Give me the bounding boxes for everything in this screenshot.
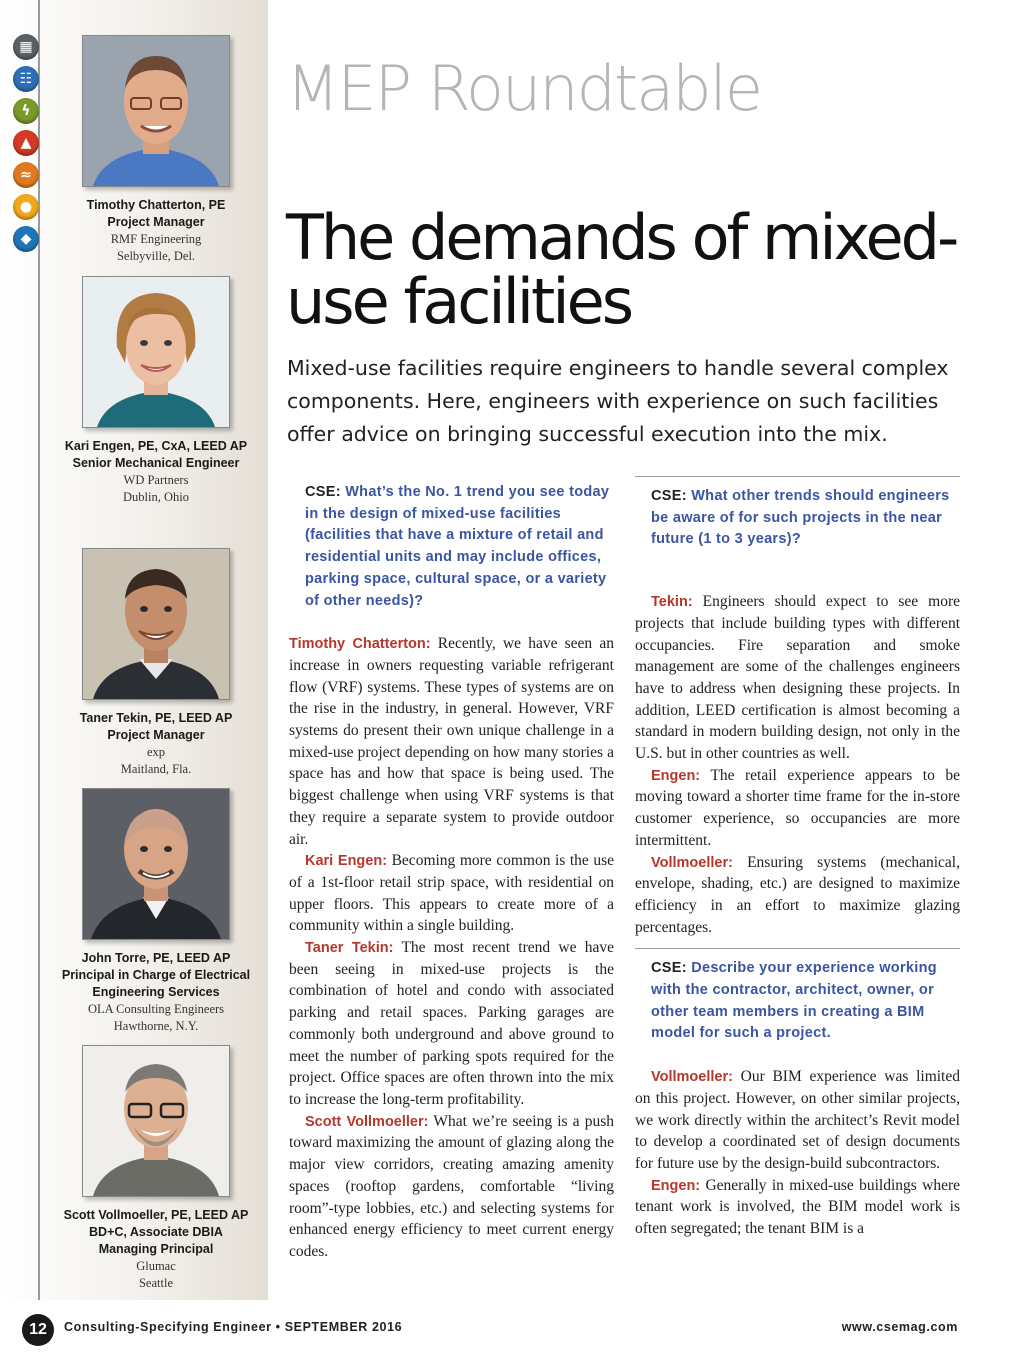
answer-text: Generally in mixed-use buildings where tenant work is involved, the BIM model work is often segregated; the tenant BIM is a — [635, 1176, 960, 1238]
panelist-photo — [82, 35, 230, 187]
question — [635, 958, 960, 1045]
answer-text: The most recent trend we have been seeing in mixed-use projects is the combination of hotel and condo with associated parking and retail spaces. Parking garages are commonly both underground and above ground to meet the number of parking spots required for the project. Office spaces are often thrown into the mix to increase the long-term profitability. — [289, 939, 615, 1108]
panelist-name: John Torre, PE, LEED AP — [81, 951, 231, 965]
answer-text: Recently, we have seen an increase in owners requesting variable refrigerant flow (VRF) systems. These types of systems are on the rise in the industry, in general. However, VRF systems do present their own unique challenge in a mixed-use project depending on how many stories a space has and how that space is being used. The biggest challenge when using VRF systems is that they require a separate system to provide outdoor air. — [289, 635, 614, 848]
website-link[interactable]: www.csemag.com — [841, 1320, 958, 1334]
plumbing-icon: ◆ — [13, 226, 39, 252]
speaker-name: Vollmoeller: — [651, 1069, 733, 1086]
question-divider — [635, 948, 960, 949]
panelist-title: Project Manager — [107, 215, 205, 229]
answer-paragraph — [635, 591, 960, 765]
answer-text: Engineers should expect to see more projects that include building types with different occupancies. Fire separation and smoke management are some of the challenges engineers have to address when designing these projects. In addition, LEED certification is almost becoming a standard in modern building design, not only in the U.S. but in other countries as well. — [635, 593, 960, 763]
question-prefix: CSE: — [651, 488, 687, 504]
speaker-name: Scott Vollmoeller: — [305, 1113, 429, 1130]
question-text: What’s the No. 1 trend you see today in the design of mixed-use facilities (facilities that have a mixture of retail and residential units and may include offices, parking space, cultural space, or a variety of other needs)? — [305, 484, 610, 609]
speaker-name: Timothy Chatterton: — [289, 636, 431, 653]
panelist-card — [50, 788, 262, 1035]
section-label: MEP Roundtable — [286, 52, 761, 125]
bim-icon: ☷ — [13, 66, 39, 92]
answer-paragraph — [289, 633, 614, 850]
panelist-photo — [82, 788, 230, 940]
answer-paragraph — [289, 937, 614, 1111]
question-prefix: CSE: — [651, 960, 687, 977]
panelist-company: RMF Engineering — [110, 232, 202, 246]
speaker-name: Engen: — [651, 767, 701, 784]
answer-paragraph — [635, 852, 960, 939]
panelist-name: Timothy Chatterton, PE — [86, 198, 226, 212]
panelist-card — [50, 276, 262, 506]
speaker-name: Kari Engen: — [305, 853, 388, 870]
panelist-company: OLA Consulting Engineers — [87, 1002, 225, 1016]
answer-text: The retail experience appears to be moving toward a shorter time frame for the in-store customer experience, so occupancies are more intermittent. — [635, 766, 960, 849]
panelist-company: WD Partners — [123, 473, 189, 487]
speaker-name: Vollmoeller: — [651, 854, 733, 871]
answer-text: What we’re seeing is a push toward maximizing the amount of glazing along the major view corridors, creating amazing amenity spaces (rooftop gardens, comfortable “living room”-type lobbies, etc.) and selecting systems for enhanced energy efficiency to meet current energy codes. — [289, 1112, 614, 1260]
speaker-name: Tekin: — [651, 594, 693, 611]
question-divider — [635, 476, 960, 477]
panelist-card — [50, 1045, 262, 1292]
panelist-title: Principal in Charge of Electrical Engineering Services — [61, 968, 251, 999]
panelist-photo — [82, 276, 230, 428]
article-deck: Mixed-use facilities require engineers to handle several complex components. Here, engineers with experience on such facilities offer advice on bringing successful execution into the mix. — [287, 356, 949, 446]
panelist-name: Scott Vollmoeller, PE, LEED AP BD+C, Associate DBIA — [63, 1208, 249, 1239]
lighting-icon: ● — [13, 194, 39, 220]
fire-icon: ▲ — [13, 130, 39, 156]
publication-line: Consulting-Specifying Engineer • SEPTEMBER 2016 — [64, 1320, 403, 1334]
answer-paragraph — [289, 1111, 614, 1263]
panelist-location: Seattle — [138, 1276, 173, 1290]
panelist-title: Senior Mechanical Engineer — [72, 456, 240, 470]
question — [289, 482, 614, 612]
electrical-icon: ϟ — [13, 98, 39, 124]
panelist-card — [50, 35, 262, 265]
panelist-company: Glumac — [136, 1259, 176, 1273]
answer-text: Ensuring systems (mechanical, envelope, shading, etc.) are designed to maximize efficiency in an effort to maximize glazing percentages. — [635, 853, 960, 936]
article-headline: The demands of mixed-use facilities — [286, 201, 957, 338]
panelist-title: Project Manager — [107, 728, 205, 742]
answer-text: Becoming more common is the use of a 1st-floor retail strip space, with residential on upper floors. This appears to create more of a community within a single building. — [289, 852, 615, 935]
panelist-photo — [82, 548, 230, 700]
panelist-location: Dublin, Ohio — [123, 490, 189, 504]
speaker-name: Taner Tekin: — [305, 940, 394, 957]
panelist-company: exp — [146, 745, 166, 759]
panelist-name: Kari Engen, PE, CxA, LEED AP — [64, 439, 248, 453]
page-number: 12 — [22, 1314, 54, 1346]
page-footer — [0, 1310, 1024, 1350]
building-systems-icon: ▦ — [13, 34, 39, 60]
question-text: What other trends should engineers be aware of for such projects in the near future (1 to 3 years)? — [651, 488, 950, 548]
panelist-card — [50, 548, 262, 778]
panelist-location: Hawthorne, N.Y. — [113, 1019, 199, 1033]
article-column-left — [289, 482, 614, 1263]
panelist-location: Maitland, Fla. — [120, 762, 192, 776]
answer-paragraph — [289, 850, 614, 937]
question — [635, 486, 960, 551]
article-column-right — [635, 486, 960, 1240]
answer-text: Our BIM experience was limited on this project. However, on other similar projects, we work directly within the architect’s Revit model to develop a coordinated set of design documents for future use by the design-build subcontractors. — [635, 1068, 960, 1172]
category-icons — [13, 34, 41, 258]
hvac-icon: ≈ — [13, 162, 39, 188]
panelist-title: Managing Principal — [98, 1242, 214, 1256]
panelist-name: Taner Tekin, PE, LEED AP — [79, 711, 233, 725]
answer-paragraph — [635, 1066, 960, 1175]
panelist-location: Selbyville, Del. — [116, 249, 196, 263]
question-prefix: CSE: — [305, 484, 341, 500]
speaker-name: Engen: — [651, 1177, 701, 1194]
answer-paragraph — [635, 765, 960, 852]
panelist-sidebar — [0, 0, 268, 1300]
answer-paragraph — [635, 1175, 960, 1240]
panelist-photo — [82, 1045, 230, 1197]
question-text: Describe your experience working with the contractor, architect, owner, or other team members in creating a BIM model for such a project. — [651, 960, 937, 1042]
